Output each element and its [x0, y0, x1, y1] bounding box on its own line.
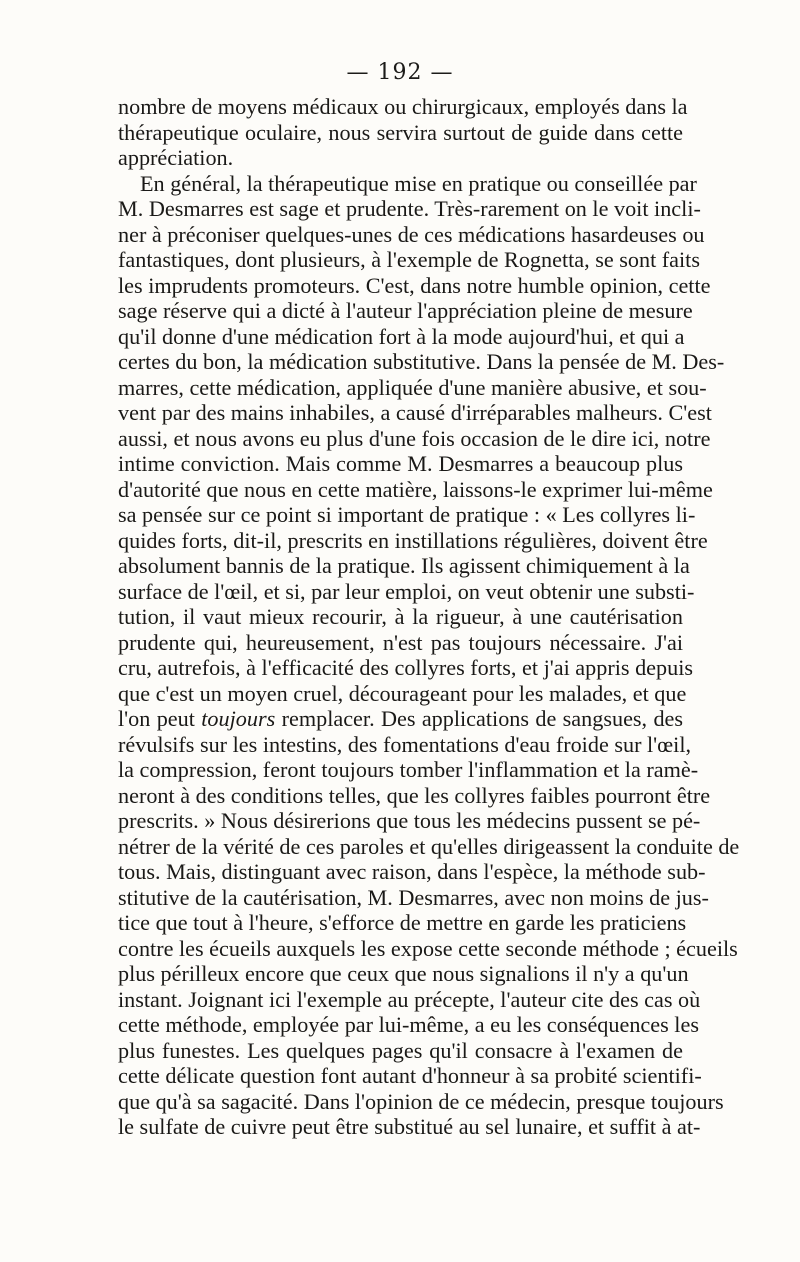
text-line: neront à des conditions telles, que les collyres faibles pourront être: [118, 782, 711, 808]
paragraph-start-line: En général, la thérapeutique mise en pratique ou conseillée par: [140, 170, 697, 196]
text-line: la compression, feront toujours tomber l'inflammation et la ramè-: [118, 757, 699, 782]
text-line: que qu'à sa sagacité. Dans l'opinion de ce médecin, presque toujours: [118, 1088, 724, 1114]
text-line: marres, cette médication, appliquée d'une manière abusive, et sou-: [118, 374, 707, 400]
text-segment: remplacer. Des applications de sangsues, des: [281, 706, 684, 731]
text-line: cette méthode, employée par lui-même, a eu les conséquences les: [118, 1012, 699, 1037]
text-line: instant. Joignant ici l'exemple au précepte, l'auteur cite des cas où: [118, 986, 701, 1012]
text-line: contre les écueils auxquels les expose cette seconde méthode ; écueils: [118, 935, 738, 961]
text-line: nombre de moyens médicaux ou chirurgicaux, employés dans la: [118, 94, 688, 119]
text-line: thérapeutique oculaire, nous servira surtout de guide dans cette: [118, 119, 683, 145]
text-line: quides forts, dit-il, prescrits en instillations régulières, doivent être: [118, 527, 708, 553]
text-line: certes du bon, la médication substitutive. Dans la pensée de M. Des-: [118, 349, 725, 374]
text-line: révulsifs sur les intestins, des fomentations d'eau froide sur l'œil,: [118, 731, 692, 757]
text-line: aussi, et nous avons eu plus d'une fois occasion de le dire ici, notre: [118, 425, 711, 451]
text-line: d'autorité que nous en cette matière, laissons-le exprimer lui-même: [118, 476, 713, 502]
text-line: qu'il donne d'une médication fort à la mode aujourd'hui, et qui a: [118, 323, 685, 349]
text-line: stitutive de la cautérisation, M. Desmarres, avec non moins de jus-: [118, 884, 709, 910]
body-text: [118, 94, 740, 1140]
text-line: nétrer de la vérité de ces paroles et qu'elles dirigeassent la conduite de: [118, 833, 740, 859]
italic-word: toujours: [201, 706, 276, 731]
text-line-with-italic: [118, 706, 683, 732]
text-line: vent par des mains inhabiles, a causé d'irréparables malheurs. C'est: [118, 400, 712, 425]
page-number: — 192 —: [346, 60, 454, 85]
text-line: surface de l'œil, et si, par leur emploi, on veut obtenir une substi-: [118, 578, 695, 604]
text-line: que c'est un moyen cruel, décourageant pour les malades, et que: [118, 680, 687, 706]
text-line: cette délicate question font autant d'honneur à sa probité scientifi-: [118, 1063, 702, 1088]
text-line: absolument bannis de la pratique. Ils agissent chimiquement à la: [118, 553, 690, 578]
text-line: prescrits. » Nous désirerions que tous les médecins pussent se pé-: [118, 808, 701, 833]
text-line: plus périlleux encore que ceux que nous signalions il n'y a qu'un: [118, 961, 689, 986]
text-segment: l'on peut: [118, 706, 195, 731]
text-line: intime conviction. Mais comme M. Desmarres a beaucoup plus: [118, 451, 683, 476]
text-line: sa pensée sur ce point si important de pratique : « Les collyres li-: [118, 502, 696, 527]
text-line: cru, autrefois, à l'efficacité des collyres forts, et j'ai appris depuis: [118, 655, 694, 680]
text-line: tution, il vaut mieux recourir, à la rigueur, à une cautérisation: [118, 604, 683, 629]
text-line: prudente qui, heureusement, n'est pas toujours nécessaire. J'ai: [118, 629, 683, 655]
text-line: M. Desmarres est sage et prudente. Très-rarement on le voit incli-: [118, 196, 701, 221]
text-line: sage réserve qui a dicté à l'auteur l'appréciation pleine de mesure: [118, 298, 693, 323]
text-line: plus funestes. Les quelques pages qu'il consacre à l'examen de: [118, 1037, 683, 1063]
text-line: le sulfate de cuivre peut être substitué au sel lunaire, et suffit à at-: [118, 1114, 701, 1139]
text-line: tice que tout à l'heure, s'efforce de mettre en garde les praticiens: [118, 910, 687, 935]
text-line: ner à préconiser quelques-unes de ces médications hasardeuses ou: [118, 221, 705, 247]
text-line: appréciation.: [118, 145, 234, 170]
text-line: les imprudents promoteurs. C'est, dans notre humble opinion, cette: [118, 272, 711, 298]
text-line: tous. Mais, distinguant avec raison, dans l'espèce, la méthode sub-: [118, 859, 706, 884]
text-line: fantastiques, dont plusieurs, à l'exemple de Rognetta, se sont faits: [118, 247, 700, 272]
